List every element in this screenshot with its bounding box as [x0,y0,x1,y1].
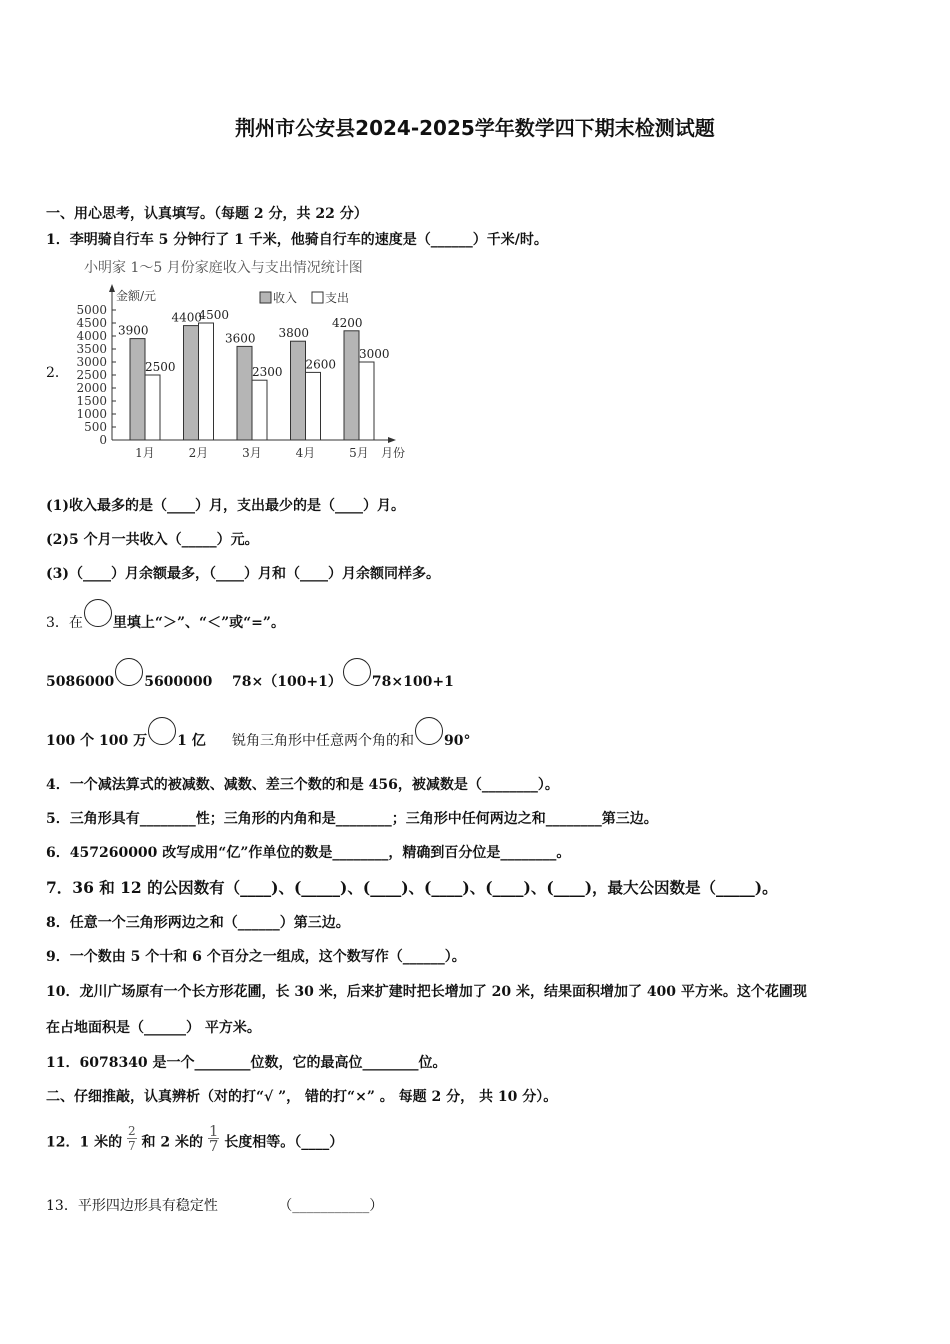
bar-expense [145,375,160,440]
legend-label: 支出 [325,291,350,305]
bar-income [130,339,145,440]
y-tick-label: 5000 [76,303,107,317]
compare-1-circle[interactable] [115,658,143,686]
bar-chart [70,255,430,465]
question-3-text: 里填上“＞”、“＜”或“=”。 [112,615,285,631]
y-tick-label: 4500 [76,316,107,330]
bar-expense [199,323,214,440]
question-12 [46,1122,344,1157]
section-2-heading: 二、仔细推敲，认真辨析（对的打“√ ”， 错的打“×” 。 每题 2 分， 共 10 分）。 [46,1089,558,1105]
x-tick-label: 1月 [135,446,155,460]
compare-2-circle[interactable] [343,658,371,686]
bar-value-label: 4200 [332,315,363,330]
question-2-part-1: (1)收入最多的是（____）月，支出最少的是（____）月。 [46,498,405,514]
compare-row-1 [46,668,212,696]
y-tick-label: 0 [99,433,107,447]
bar-value-label: 2300 [252,365,283,380]
question-13-blank[interactable]: （___________） [278,1198,384,1214]
x-tick-label: 5月 [349,446,369,460]
x-axis-arrow [388,437,396,443]
compare-4-circle[interactable] [415,717,443,745]
compare-2-left: 78×（100+1） [232,674,342,690]
bar-value-label: 3900 [118,323,149,338]
question-9: 9．一个数由 5 个十和 6 个百分之一组成，这个数写作（______）。 [46,949,466,965]
compare-2-right: 78×100+1 [371,674,454,690]
bar-expense [252,380,267,440]
bar-income [291,341,306,440]
question-2-part-2: (2)5 个月一共收入（_____）元。 [46,532,259,548]
bar-value-label: 3600 [225,331,256,346]
x-tick-label: 4月 [295,446,316,460]
y-tick-label: 2500 [76,368,107,382]
compare-4-right: 90° [444,733,471,749]
y-tick-label: 3500 [76,342,107,356]
bar-income [184,326,199,440]
compare-row-2 [232,668,454,696]
bar-value-label: 2600 [305,357,337,372]
bar-value-label: 3000 [359,347,390,361]
bar-income [344,331,359,440]
x-tick-label: 3月 [242,446,262,460]
question-8: 8．任意一个三角形两边之和（______）第三边。 [46,915,350,931]
question-12-part-a: 12．1 米的 [46,1134,123,1151]
answer-circle[interactable] [84,599,112,627]
y-tick-label: 1500 [76,394,107,408]
question-2-part-3: (3)（____）月余额最多，（____）月和（____）月余额同样多。 [46,566,440,582]
question-3 [46,609,285,637]
bar-value-label: 4500 [198,308,230,322]
compare-3-right: 1 亿 [177,733,206,749]
y-axis-label: 金额/元 [116,289,157,303]
question-12-part-c: 长度相等。（____） [224,1134,344,1151]
question-13-text: 13．平形四边形具有稳定性 [46,1198,218,1214]
x-tick-label: 2月 [188,446,209,460]
question-6: 6．457260000 改写成用“亿”作单位的数是________，精确到百分位是________。 [46,845,571,861]
y-tick-label: 2000 [76,381,107,395]
question-12-part-b: 和 2 米的 [141,1134,203,1151]
question-7: 7．36 和 12 的公因数有（____)、(_____)、(____)、(____)、(____)、(____)，最大公因数是（_____)。 [46,878,778,897]
question-4: 4．一个减法算式的被减数、减数、差三个数的和是 456，被减数是（________）。 [46,777,559,793]
fraction-one-seventh: $\frac{1}{7}$ [208,1122,219,1155]
bar-value-label: 2500 [145,360,176,374]
legend-swatch [260,292,271,303]
question-11: 11．6078340 是一个________位数，它的最高位________位。 [46,1055,447,1071]
page-title: 荆州市公安县2024-2025学年数学四下期末检测试题 [235,116,715,140]
bar-value-label: 3800 [278,326,310,341]
compare-3-circle[interactable] [148,717,176,745]
compare-1-right: 5600000 [144,674,213,690]
chart-title: 小明家 1～5 月份家庭收入与支出情况统计图 [84,260,363,276]
legend-label: 收入 [273,291,298,305]
fraction-two-sevenths: $\frac{2}{7}$ [127,1124,136,1153]
question-10-line-1: 10．龙川广场原有一个长方形花圃，长 30 米，后来扩建时把长增加了 20 米，结果面积增加了 400 平方米。这个花圃现 [46,984,807,1000]
y-tick-label: 4000 [76,329,107,343]
y-tick-label: 500 [84,420,107,434]
x-axis-label: 月份 [381,446,406,460]
y-tick-label: 3000 [76,355,107,369]
section-1-heading: 一、用心思考，认真填写。（每题 2 分，共 22 分） [46,206,368,222]
question-13 [46,1195,383,1215]
compare-4-left: 锐角三角形中任意两个角的和 [232,733,414,749]
y-tick-label: 1000 [76,407,107,421]
question-10-line-2: 在占地面积是（______） 平方米。 [46,1020,261,1036]
question-3-prefix: 3．在 [46,615,83,631]
bar-expense [359,362,374,440]
bar-expense [306,372,321,440]
bar-income [237,346,252,440]
compare-row-4 [232,727,470,755]
compare-row-3 [46,727,206,755]
compare-1-left: 5086000 [46,674,115,690]
bar-value-label: 4400 [171,310,203,325]
question-5: 5．三角形具有________性；三角形的内角和是________；三角形中任何两边之和________第三边。 [46,811,658,827]
legend-swatch [312,292,323,303]
compare-3-left: 100 个 100 万 [46,733,148,749]
question-2-number: 2． [46,365,69,381]
question-1: 1．李明骑自行车 5 分钟行了 1 千米，他骑自行车的速度是（______）千米/时。 [46,232,548,248]
chart-legend [260,290,349,305]
y-axis-arrow [109,284,115,292]
